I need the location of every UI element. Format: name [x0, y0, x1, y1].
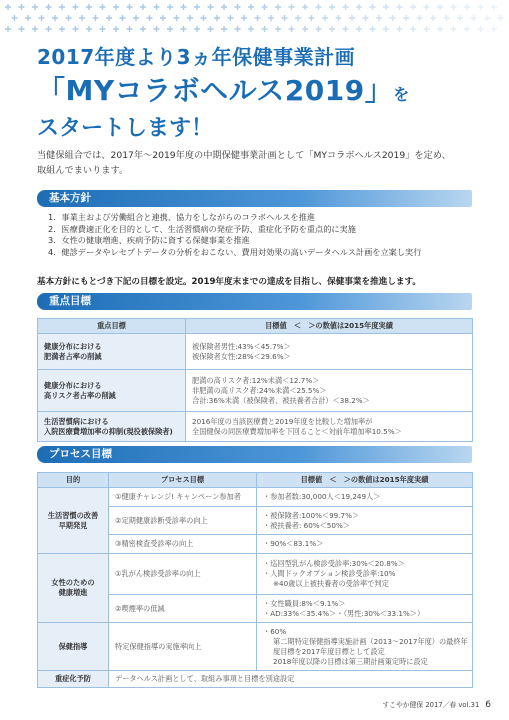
value-cell: [257, 595, 473, 623]
value-cell: [257, 554, 473, 595]
cross-mark: [86, 26, 92, 32]
goal-text: 高リスク者占率の削減: [44, 390, 116, 400]
value-note: ※40歳以上被扶養者の受診率で判定: [273, 579, 389, 588]
value-note: 度目標を2017年度目標として設定: [273, 646, 385, 656]
cross-mark: [5, 26, 11, 32]
cross-mark: [255, 15, 261, 21]
cross-mark: [417, 15, 423, 21]
cross-mark: [336, 15, 342, 21]
process-cell: ②喫煙率の低減: [109, 595, 257, 623]
value-cell: [186, 334, 473, 370]
cross-mark: [32, 26, 38, 32]
cross-mark: [343, 26, 349, 32]
cross-mark: [194, 26, 200, 32]
section-heading-label: 重点目標: [49, 295, 91, 307]
list-item: 1．事業主および労働組合と連携、協力をしながらのコラボヘルスを推進: [48, 212, 315, 222]
cross-mark: [248, 26, 254, 32]
value-cell: [257, 488, 473, 507]
cross-mark: [275, 26, 281, 32]
cross-mark: [316, 26, 322, 32]
cross-mark: [410, 26, 416, 32]
cross-mark: [100, 4, 106, 10]
cross-mark: [262, 4, 268, 10]
title-line-2-main: 「MYコラボヘルス2019」: [37, 74, 394, 107]
page-title: [37, 44, 477, 144]
cross-pattern-decoration: [0, 0, 509, 40]
cross-mark: [376, 15, 382, 21]
table-row: [38, 488, 473, 507]
value-text: 2016年度の当該医療費と2019年度を比較した増加率が: [192, 416, 373, 426]
cross-mark: [59, 4, 65, 10]
cross-mark: [12, 15, 18, 21]
process-cell: 特定保健指導の実施率向上: [109, 623, 257, 671]
cross-mark: [397, 26, 403, 32]
cross-mark: [248, 4, 254, 10]
cross-mark: [221, 4, 227, 10]
cross-mark: [309, 15, 315, 21]
value-text: ・被扶養者: 60%＜50%＞: [263, 520, 350, 530]
cross-mark: [464, 4, 470, 10]
title-line-3: スタートします！: [37, 116, 214, 141]
cross-mark: [329, 4, 335, 10]
table-header-row: [38, 319, 473, 334]
cross-mark: [228, 15, 234, 21]
column-header: 重点目標: [38, 319, 186, 334]
cross-mark: [437, 26, 443, 32]
goal-text: 肥満者占率の削減: [44, 351, 102, 361]
value-text: ・AD:33%＜35.4%＞・（男性:30%＜33.1%＞）: [263, 608, 425, 618]
cross-mark: [208, 26, 214, 32]
process-cell: データヘルス計画として、取組み事項と目標を別途設定: [109, 671, 473, 688]
value-text: ・被保険者:100%＜99.7%＞: [263, 510, 360, 520]
cross-mark: [322, 15, 328, 21]
cross-mark: [113, 4, 119, 10]
purpose-cell: [38, 554, 109, 623]
title-line-2: [37, 72, 477, 114]
cross-mark: [430, 15, 436, 21]
goal-text: 健康分布における: [44, 380, 102, 390]
value-text: ・参加者数:30,000人＜19,249人＞: [263, 492, 381, 501]
goal-text: 生活習慣病における: [44, 416, 109, 426]
intro-paragraph: [37, 148, 477, 178]
purpose-text: 健康増進: [58, 588, 88, 597]
priority-goals-table: [37, 318, 473, 442]
cross-mark: [370, 4, 376, 10]
cross-mark: [174, 15, 180, 21]
value-text: 合計:36%未満（被保険者、被扶養者合計）＜38.2%＞: [192, 395, 370, 405]
basic-policy-list: [48, 212, 468, 258]
cross-mark: [410, 4, 416, 10]
value-cell: [186, 370, 473, 412]
goal-cell: [38, 334, 186, 370]
value-text: ・女性職員:8%＜9.1%＞: [263, 598, 346, 608]
cross-mark: [19, 4, 25, 10]
section-heading-label: 基本方針: [49, 192, 91, 204]
cross-mark: [133, 15, 139, 21]
cross-mark: [127, 4, 133, 10]
table-row: [38, 412, 473, 442]
value-text: 非肥満の高リスク者:24%未満＜25.5%＞: [192, 385, 327, 395]
value-cell: [257, 507, 473, 535]
purpose-cell: 重症化予防: [38, 671, 109, 688]
cross-mark: [451, 26, 457, 32]
cross-mark: [127, 26, 133, 32]
cross-mark: [478, 4, 484, 10]
cross-mark: [167, 26, 173, 32]
cross-mark: [370, 26, 376, 32]
value-cell: [257, 535, 473, 554]
cross-mark: [491, 26, 497, 32]
purpose-cell: [38, 623, 109, 671]
page-number: 6: [485, 700, 491, 710]
cross-mark: [187, 15, 193, 21]
purpose-cell: [38, 488, 109, 554]
goal-text: 入院医療費増加率の抑制(現役被保険者): [44, 426, 173, 436]
cross-mark: [208, 4, 214, 10]
cross-mark: [113, 26, 119, 32]
process-cell: ①乳がん検診受診率の向上: [109, 554, 257, 595]
value-text: 被保険者男性:43%＜45.7%＞: [192, 341, 291, 351]
cross-mark: [383, 4, 389, 10]
cross-mark: [201, 15, 207, 21]
value-note: 2018年度以降の目標は第三期計画策定時に設定: [273, 656, 428, 666]
cross-mark: [59, 26, 65, 32]
page-footer: [382, 699, 491, 710]
cross-mark: [397, 4, 403, 10]
cross-mark: [363, 15, 369, 21]
value-text: 全国健保の同医療費増加率を下回ること＜対前年増加率10.5%＞: [192, 426, 402, 436]
table-row: [38, 671, 473, 688]
purpose-text: 女性のための: [51, 578, 95, 587]
goal-cell: [38, 370, 186, 412]
cross-mark: [181, 26, 187, 32]
cross-mark: [316, 4, 322, 10]
value-note: 第二期特定保健指導実施計画（2013～2017年度）の最終年: [273, 636, 468, 646]
cross-mark: [478, 26, 484, 32]
cross-mark: [302, 26, 308, 32]
cross-mark: [66, 15, 72, 21]
column-header: 目的: [38, 473, 109, 488]
cross-mark: [275, 4, 281, 10]
cross-mark: [32, 4, 38, 10]
table-row: [38, 334, 473, 370]
cross-mark: [295, 15, 301, 21]
value-cell: [186, 412, 473, 442]
cross-mark: [5, 4, 11, 10]
column-header: プロセス目標: [109, 473, 257, 488]
process-cell: ①健康チャレンジ! キャンペーン参加者: [109, 488, 257, 507]
cross-mark: [100, 26, 106, 32]
cross-mark: [424, 4, 430, 10]
value-text: 肥満の高リスク者:12%未満＜12.7%＞: [192, 375, 320, 385]
cross-mark: [160, 15, 166, 21]
value-text: ・90%＜83.1%＞: [263, 539, 324, 548]
table-row: [38, 554, 473, 595]
cross-mark: [39, 15, 45, 21]
cross-mark: [140, 4, 146, 10]
value-text: ・60%: [263, 626, 287, 636]
cross-mark: [167, 4, 173, 10]
column-header: 目標値 ＜ ＞の数値は2015年度実績: [186, 319, 473, 334]
list-item: 3．女性の健康増進、疾病予防に資する保健事業を推進: [48, 235, 250, 245]
cross-mark: [356, 26, 362, 32]
cross-mark: [194, 4, 200, 10]
process-cell: ②定期健康診断受診率の向上: [109, 507, 257, 535]
cross-mark: [19, 26, 25, 32]
cross-mark: [73, 26, 79, 32]
cross-mark: [403, 15, 409, 21]
list-item: 4．健診データやレセプトデータの分析をおこない、費用対効果の高いデータヘルス計画を立案し実行: [48, 246, 422, 257]
goal-cell: [38, 412, 186, 442]
purpose-text: 保健指導: [58, 641, 88, 651]
cross-mark: [79, 15, 85, 21]
cross-mark: [93, 15, 99, 21]
cross-mark: [154, 4, 160, 10]
cross-mark: [86, 4, 92, 10]
cross-mark: [46, 4, 52, 10]
title-line-1: 2017年度より3ヵ年保健事業計画: [37, 45, 356, 69]
intro-line: 取組んでまいります。: [37, 165, 129, 176]
process-goals-table: [37, 472, 473, 688]
cross-mark: [181, 4, 187, 10]
value-text: 被保険者女性:28%＜29.6%＞: [192, 351, 291, 361]
purpose-text: 生活習慣の改善: [47, 510, 99, 520]
cross-mark: [73, 4, 79, 10]
intro-line: 当健保組合では、2017年～2019年度の中期保健事業計画として「MYコラボヘルス2019」を定め、: [37, 150, 451, 161]
table-row: [38, 623, 473, 671]
cross-mark: [356, 4, 362, 10]
process-cell: ③精密検査受診率の向上: [109, 535, 257, 554]
purpose-text: 早期発見: [58, 520, 88, 530]
section-heading-process-goals: [37, 446, 472, 463]
list-item: 2．医療費適正化を目的として、生活習慣病の発症予防、重症化予防を重点的に実施: [48, 223, 356, 234]
cross-mark: [491, 4, 497, 10]
section-heading-basic-policy: [37, 190, 472, 207]
cross-mark: [464, 26, 470, 32]
cross-mark: [214, 15, 220, 21]
cross-mark: [241, 15, 247, 21]
section-heading-label: プロセス目標: [49, 448, 112, 460]
cross-mark: [46, 26, 52, 32]
cross-mark: [120, 15, 126, 21]
cross-mark: [289, 4, 295, 10]
publication-name: すこやか健保 2017／春 vol.31: [382, 701, 480, 709]
cross-mark: [349, 15, 355, 21]
cross-pattern-icon: [0, 0, 509, 40]
cross-mark: [106, 15, 112, 21]
cross-mark: [383, 26, 389, 32]
cross-mark: [424, 26, 430, 32]
title-line-2-suffix: を: [393, 85, 410, 104]
cross-mark: [235, 4, 241, 10]
value-text: ・人間ドックオプション検診受診率:10%: [263, 569, 396, 578]
cross-mark: [471, 15, 477, 21]
cross-mark: [140, 26, 146, 32]
cross-mark: [282, 15, 288, 21]
value-text: ・巡回型乳がん検診受診率:30%＜20.8%＞: [263, 559, 405, 568]
cross-mark: [390, 15, 396, 21]
cross-mark: [221, 26, 227, 32]
cross-mark: [235, 26, 241, 32]
goal-text: 健康分布における: [44, 341, 102, 351]
cross-mark: [154, 26, 160, 32]
section-heading-priority-goals: [37, 293, 472, 310]
cross-mark: [147, 15, 153, 21]
cross-mark: [451, 4, 457, 10]
cross-mark: [262, 26, 268, 32]
value-cell: [257, 623, 473, 671]
cross-mark: [302, 4, 308, 10]
cross-mark: [25, 15, 31, 21]
cross-mark: [289, 26, 295, 32]
table-header-row: [38, 473, 473, 488]
cross-mark: [484, 15, 490, 21]
policy-summary: 基本方針にもとづき下記の目標を設定。2019年度末までの達成を目指し、保健事業を推進します。: [37, 277, 421, 287]
cross-mark: [268, 15, 274, 21]
cross-mark: [437, 4, 443, 10]
cross-mark: [343, 4, 349, 10]
cross-mark: [444, 15, 450, 21]
column-header: 目標値 ＜ ＞の数値は2015年度実績: [257, 473, 473, 488]
table-row: [38, 370, 473, 412]
cross-mark: [52, 15, 58, 21]
cross-mark: [498, 15, 504, 21]
cross-mark: [329, 26, 335, 32]
cross-mark: [457, 15, 463, 21]
